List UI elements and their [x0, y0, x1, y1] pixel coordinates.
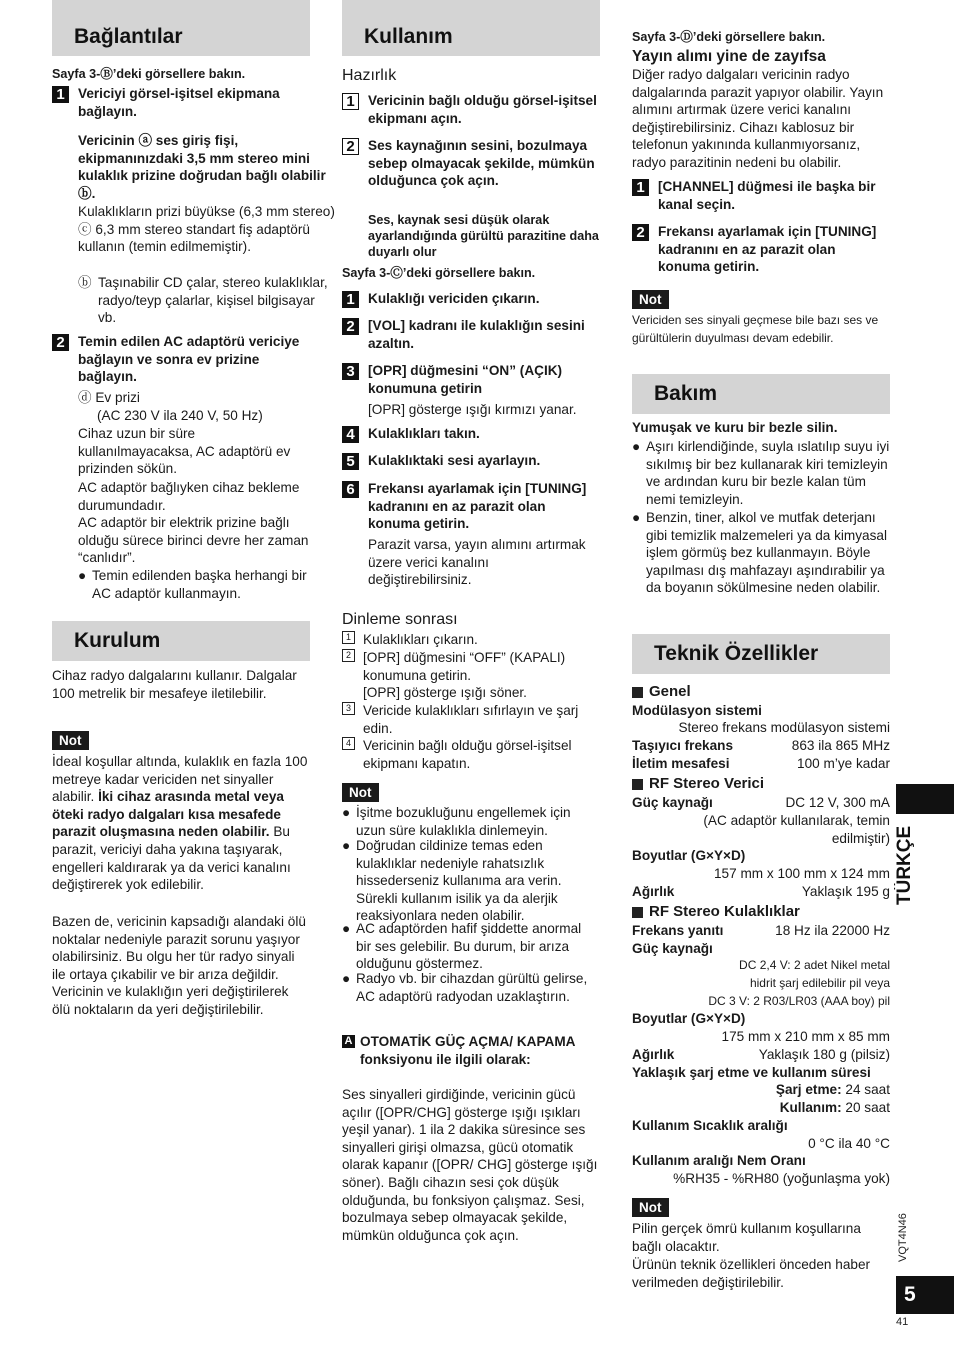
step-text: [VOL] kadranı ile kulaklığın sesini azaltın. — [368, 318, 585, 351]
spec-value: 157 mm x 100 mm x 124 mm — [713, 866, 890, 881]
note-label: Not — [52, 731, 89, 750]
spec-label: İletim mesafesi — [632, 756, 730, 771]
note-text-end: Bu parazit, vericiyi daha yakına taşıyarak, engelleri kaldırarak ya da verici kanalını değiştirerek yok edilebilir. — [52, 824, 291, 893]
bullet-text: Benzin, tiner, alkol ve mutfak deterjanı gibi temizlik malzemeleri ya da kimyasal işlem görmüş bez kullanmayın. Böyle yapılması dış mahfazayı aşındırabilir ya da boyanın sökülmesine neden olabilir. — [646, 510, 887, 596]
step-text: [OPR] düğmesini “ON” (AÇIK) konumuna getirin — [368, 363, 563, 396]
bullet-dot: ● — [632, 439, 641, 454]
spec-row-carrier — [632, 737, 890, 755]
step-number: 4 — [342, 737, 355, 750]
step-text: Kulaklığı vericiden çıkarın. — [368, 291, 540, 306]
spec-value: Yaklaşık 195 g — [801, 884, 890, 899]
after-step-1 — [342, 631, 600, 649]
bullet-dot: ● — [342, 838, 351, 853]
step-text: Vericide kulaklıkları sıfırlayın ve şarj edin. — [363, 703, 579, 736]
spec-value: Yaklaşık 180 g (pilsiz) — [758, 1047, 890, 1062]
spec-value: 18 Hz ila 22000 Hz — [775, 923, 890, 938]
after-step-2 — [342, 649, 600, 702]
spec-row-weight — [632, 883, 890, 901]
spec-label: Kullanım Sıcaklık aralığı — [632, 1118, 788, 1133]
step-text: Kulaklıkları takın. — [368, 426, 480, 441]
page-number: 41 — [896, 1316, 909, 1328]
spec-value: DC 3 V: 2 R03/LR03 (AAA boy) pil — [708, 994, 890, 1008]
note-text: İdeal koşullar altında, kulaklık en fazla 100 metreye kadar vericiden net sinyaller alabilir. — [52, 754, 308, 805]
section-title-baglantilar: Bağlantılar — [52, 0, 310, 56]
spec-group-title: RF Stereo Verici — [649, 775, 765, 792]
spec-label: Şarj etme: — [775, 1082, 842, 1097]
spec-value: hidrit şarj edilebilir pil veya — [749, 976, 890, 990]
op-step-3-detail: [OPR] gösterge ışığı kırmızı yanar. — [368, 402, 577, 417]
bullet-text: Temin edilenden başka herhangi bir AC adaptör kullanmayın. — [92, 568, 307, 601]
spec-value: DC 2,4 V: 2 adet Nikel metal — [739, 958, 890, 972]
spec-label: Yaklaşık şarj etme ve kullanım süresi — [632, 1065, 871, 1080]
bullet-dot: ● — [342, 805, 351, 820]
spec-value-note: (AC adaptör kullanılarak, temin edilmiştir) — [703, 813, 890, 846]
spec-label: Güç kaynağı — [632, 941, 713, 956]
kurulum-note-paragraph — [52, 753, 310, 894]
spec-value: %RH35 - %RH80 (yoğunlaşma yok) — [673, 1171, 890, 1186]
step-text: Vericiyi görsel-işitsel ekipmana bağlayın. — [78, 86, 280, 119]
section-title-teknik: Teknik Özellikler — [632, 634, 890, 674]
note-bullet-3 — [342, 920, 600, 973]
step-2-outlet-spec: (AC 230 V ila 240 V, 50 Hz) — [97, 408, 263, 423]
spec-label: Boyutlar (G×Y×D) — [632, 1011, 746, 1026]
spec-value: 863 ila 865 MHz — [791, 738, 890, 753]
step-text: Kulaklıktaki sesi ayarlayın. — [368, 453, 541, 468]
weak-step-1 — [632, 178, 890, 213]
spec-label: Boyutlar (G×Y×D) — [632, 848, 746, 863]
note-bullet-2 — [342, 837, 600, 925]
spec-row-weight-2 — [632, 1046, 890, 1064]
note-tag — [52, 731, 310, 750]
step-text: Vericinin bağlı olduğu görsel-işitsel ekipmanı kapatın. — [363, 738, 572, 771]
spec-row-power — [632, 794, 890, 812]
step-text: [OPR] düğmesini “OFF” (KAPALI) konumuna getirin. [OPR] gösterge ışığı söner. — [363, 650, 566, 701]
step-number: 2 — [342, 649, 355, 662]
step-number: 2 — [342, 138, 359, 155]
note-label: Not — [342, 783, 379, 802]
weak-signal-text: Diğer radyo dalgaları vericinin radyo dalgalarında parazit yapıyor olabilir. Yayın alımını artırmak üzere verici kanalını değiştirebilirsiniz. Cihazı kablosuz bir telefonun yakınında kullanmıyorsanız, radyo parazitinin nedeni bu olabilir. — [632, 67, 884, 170]
step-number: 2 — [632, 224, 649, 241]
item-text: Taşınabilir CD çalar, stereo kulaklıklar, radyo/teyp çalarlar, kişisel bilgisayar vb. — [98, 275, 328, 326]
step-number: 1 — [342, 291, 359, 308]
step-text: Frekansı ayarlamak için [TUNING] kadranını en az parazit olan konuma getirin. — [658, 224, 877, 275]
note-bullet-1 — [342, 804, 600, 839]
bakim-intro: Yumuşak ve kuru bir bezle silin. — [632, 420, 838, 435]
spec-group-rf-transmitter — [632, 775, 890, 793]
step-1-b-item — [52, 274, 336, 327]
step-number: 3 — [342, 702, 355, 715]
section-title-kullanim: Kullanım — [342, 0, 600, 56]
step-2-paragraph-1: Cihaz uzun bir süre kullanılmayacaksa, AC adaptörü ev prizinden sökün. — [78, 426, 291, 477]
spec-group-genel — [632, 683, 890, 701]
step-2-paragraph-2: AC adaptör bağlıyken cihaz bekleme durumundadır. — [78, 480, 300, 513]
spec-label: Kullanım aralığı Nem Oranı — [632, 1153, 806, 1168]
spec-value: 24 saat — [845, 1082, 890, 1097]
spec-row-charge — [632, 1081, 890, 1099]
subheading-hazirlik: Hazırlık — [342, 67, 397, 84]
spec-group-title: RF Stereo Kulaklıklar — [649, 903, 800, 920]
prep-step-2-detail: Ses, kaynak sesi düşük olarak ayarlandığında gürültü parazitine daha duyarlı olur — [368, 213, 599, 259]
step-number: 1 — [342, 631, 355, 644]
op-step-6-detail: Parazit varsa, yayın alımını artırmak üzere verici kanalını değiştirebilirsiniz. — [368, 537, 586, 588]
step-number: 4 — [342, 426, 359, 443]
bullet-dot: ● — [78, 568, 87, 583]
auto-power-heading — [342, 1033, 600, 1068]
auto-power-title: OTOMATİK GÜÇ AÇMA/ KAPAMA fonksiyonu ile ilgili olarak: — [360, 1034, 575, 1067]
bullet-dot: ● — [342, 921, 351, 936]
step-text: Vericinin bağlı olduğu görsel-işitsel ekipmanı açın. — [368, 93, 597, 126]
step-text: [CHANNEL] düğmesi ile başka bir kanal seçin. — [658, 179, 876, 212]
op-step-4 — [342, 425, 600, 443]
spec-row-frequency — [632, 922, 890, 940]
after-step-3 — [342, 702, 600, 737]
bakim-bullet-1 — [632, 438, 890, 508]
step-number: 5 — [342, 453, 359, 470]
op-step-5 — [342, 452, 600, 470]
square-bullet-icon — [632, 687, 643, 698]
square-bullet-icon — [632, 779, 643, 790]
document-code: VQT4N46 — [897, 1213, 909, 1263]
step-number: 6 — [342, 481, 359, 498]
subheading-dinleme-sonrasi: Dinleme sonrası — [342, 611, 458, 628]
spec-label: Kullanım: — [779, 1100, 842, 1115]
section-letter-badge: A — [342, 1035, 355, 1048]
spec-group-rf-headphones — [632, 903, 890, 921]
step-text: Temin edilen AC adaptörü vericiye bağlayın ve sonra ev prizine bağlayın. — [78, 334, 300, 385]
spec-label: Ağırlık — [632, 1047, 675, 1062]
reference-text: Sayfa 3-Ⓒ’deki görsellere bakın. — [342, 266, 536, 280]
note-tag — [342, 783, 600, 802]
spec-row-range — [632, 755, 890, 773]
note-tag — [632, 290, 890, 309]
bakim-bullet-2 — [632, 509, 890, 597]
bullet-dot: ● — [632, 510, 641, 525]
after-step-4 — [342, 737, 600, 772]
spec-label: Güç kaynağı — [632, 795, 713, 810]
note-label: Not — [632, 1198, 669, 1217]
square-bullet-icon — [632, 907, 643, 918]
spec-value: 20 saat — [845, 1100, 890, 1115]
op-step-6 — [342, 480, 600, 533]
spec-note-2: Ürünün teknik özellikleri önceden haber verilmeden değiştirilebilir. — [632, 1257, 871, 1290]
note-text: Vericiden ses sinyali geçmese bile bazı ses ve gürültülerin duyulması devam edebilir. — [632, 313, 879, 345]
step-text: Frekansı ayarlamak için [TUNING] kadranını en az parazit olan konuma getirin. — [368, 481, 587, 532]
step-number: 2 — [342, 318, 359, 335]
auto-power-text: Ses sinyalleri girdiğinde, vericinin gücü açılır ([OPR/CHG] gösterge ışığı ışıkları yeşil yanar). 1 ila 2 dakika süresince ses sinyalleri girişi olmazsa, gücü otomatik olarak kapanır ([OPR/ CHG] gösterge ışığı söner). Bağlı cihazın sesi çok düşük olduğunda, bu fonksiyon çalışmaz. Sesi, bozulmaya sebep olmayacak şekilde, mümkün olduğunca çok açın. — [342, 1087, 598, 1243]
reference-text: Sayfa 3-Ⓓ’deki görsellere bakın. — [632, 30, 826, 44]
note-bullet-4 — [342, 970, 600, 1005]
language-label: TÜRKÇE — [894, 825, 915, 905]
op-step-1 — [342, 290, 600, 308]
note-text-bold: İki cihaz arasında metal veya öteki radyo dalgaları kısa mesafede parazit oluşmasına neden olabilir. — [52, 789, 284, 840]
bullet-text: Doğrudan cildinize temas eden kulaklıklar nedeniyle rahatsızlık hissederseniz kullanıma ara verin. Sürekli kullanım isilik ya da alerjik reaksiyonlara neden olabilir. — [356, 838, 562, 924]
spec-row-use — [632, 1099, 890, 1117]
step-2-paragraph-3: AC adaptör bir elektrik prizine bağlı olduğu sürece birinci devre her zaman “canlıdır”. — [78, 515, 309, 566]
spec-note-1: Pilin gerçek ömrü kullanım koşullarına bağlı olacaktır. — [632, 1221, 861, 1254]
weak-step-2 — [632, 223, 890, 276]
step-number: 3 — [342, 363, 359, 380]
step-number: 2 — [52, 334, 69, 351]
bullet-text: Radyo vb. bir cihazdan gürültü gelirse, AC adaptörü radyodan uzaklaştırın. — [356, 971, 588, 1004]
bullet-text: Aşırı kirlendiğinde, suyla ıslatılıp suyu iyi sıkılmış bir bez kullanarak kiri temizleyin ve ardından kuru bir bezle kalan tüm nemi temizleyin. — [646, 439, 890, 507]
spec-value: 100 m’ye kadar — [797, 756, 890, 771]
bullet-text: AC adaptörden hafif şiddette anormal bir ses gelebilir. Bu durum, bir arıza olduğunu göstermez. — [356, 921, 582, 972]
step-1 — [52, 85, 310, 120]
step-number: 1 — [632, 179, 649, 196]
prep-step-1 — [342, 92, 600, 127]
chapter-number: 5 — [896, 1276, 954, 1314]
step-number: 1 — [52, 86, 69, 103]
note-tag — [632, 1198, 890, 1217]
step-text: Ses kaynağının sesini, bozulmaya sebep olmayacak şekilde, mümkün olduğunca çok açın. — [368, 138, 595, 189]
op-step-3 — [342, 362, 600, 397]
step-2-bullet — [52, 567, 310, 602]
spec-label: Ağırlık — [632, 884, 675, 899]
kurulum-paragraph-2: Bazen de, vericinin kapsadığı alandaki ölü noktalar nedeniyle parazit sorunu yaşıyor olabilirsiniz. Bu olgu her tür radyo sinyali ile ortaya çıkabilir ve bir arıza değildir. Vericinin ve kulaklığın yeri değiştirilerek ölü noktaların da yeri değiştirilebilir. — [52, 914, 306, 1017]
item-label: ⓑ — [78, 275, 92, 290]
spec-value: 175 mm x 210 mm x 85 mm — [721, 1029, 890, 1044]
reference-text: Sayfa 3-Ⓑ’deki görsellere bakın. — [52, 67, 246, 81]
step-2 — [52, 333, 310, 386]
step-1-detail-bold: Vericinin ⓐ ses giriş fişi, ekipmanınızdaki 3,5 mm stereo mini kulaklık prizine doğrudan bağlı olabilir ⓑ. — [78, 133, 326, 201]
spec-label: Frekans yanıtı — [632, 923, 724, 938]
subheading-weak-signal: Yayın alımı yine de zayıfsa — [632, 48, 826, 65]
section-title-bakim: Bakım — [632, 374, 890, 414]
spec-group-title: Genel — [649, 683, 691, 700]
bullet-text: İşitme bozukluğunu engellemek için uzun süre kulaklıkla dinlemeyin. — [356, 805, 571, 838]
step-number: 1 — [342, 93, 359, 110]
spec-label: Modülasyon sistemi — [632, 703, 762, 718]
note-label: Not — [632, 290, 669, 309]
kurulum-intro: Cihaz radyo dalgalarını kullanır. Dalgalar 100 metrelik bir mesafeye iletilebilir. — [52, 668, 297, 701]
language-tab-bar — [896, 784, 954, 814]
section-title-kurulum: Kurulum — [52, 621, 310, 661]
spec-value: DC 12 V, 300 mA — [785, 795, 890, 810]
spec-value: 0 °C ila 40 °C — [808, 1136, 890, 1151]
step-2-outlet: ⓓ Ev prizi — [78, 390, 140, 405]
step-text: Kulaklıkları çıkarın. — [363, 632, 478, 647]
spec-value: Stereo frekans modülasyon sistemi — [678, 720, 890, 735]
spec-label: Taşıyıcı frekans — [632, 738, 734, 753]
step-1-detail-text: Kulaklıkların prizi büyükse (6,3 mm stereo) ⓒ 6,3 mm stereo standart fiş adaptörü kullanın (temin edilmemiştir). — [78, 204, 335, 255]
prep-step-2 — [342, 137, 600, 190]
bullet-dot: ● — [342, 971, 351, 986]
op-step-2 — [342, 317, 600, 352]
